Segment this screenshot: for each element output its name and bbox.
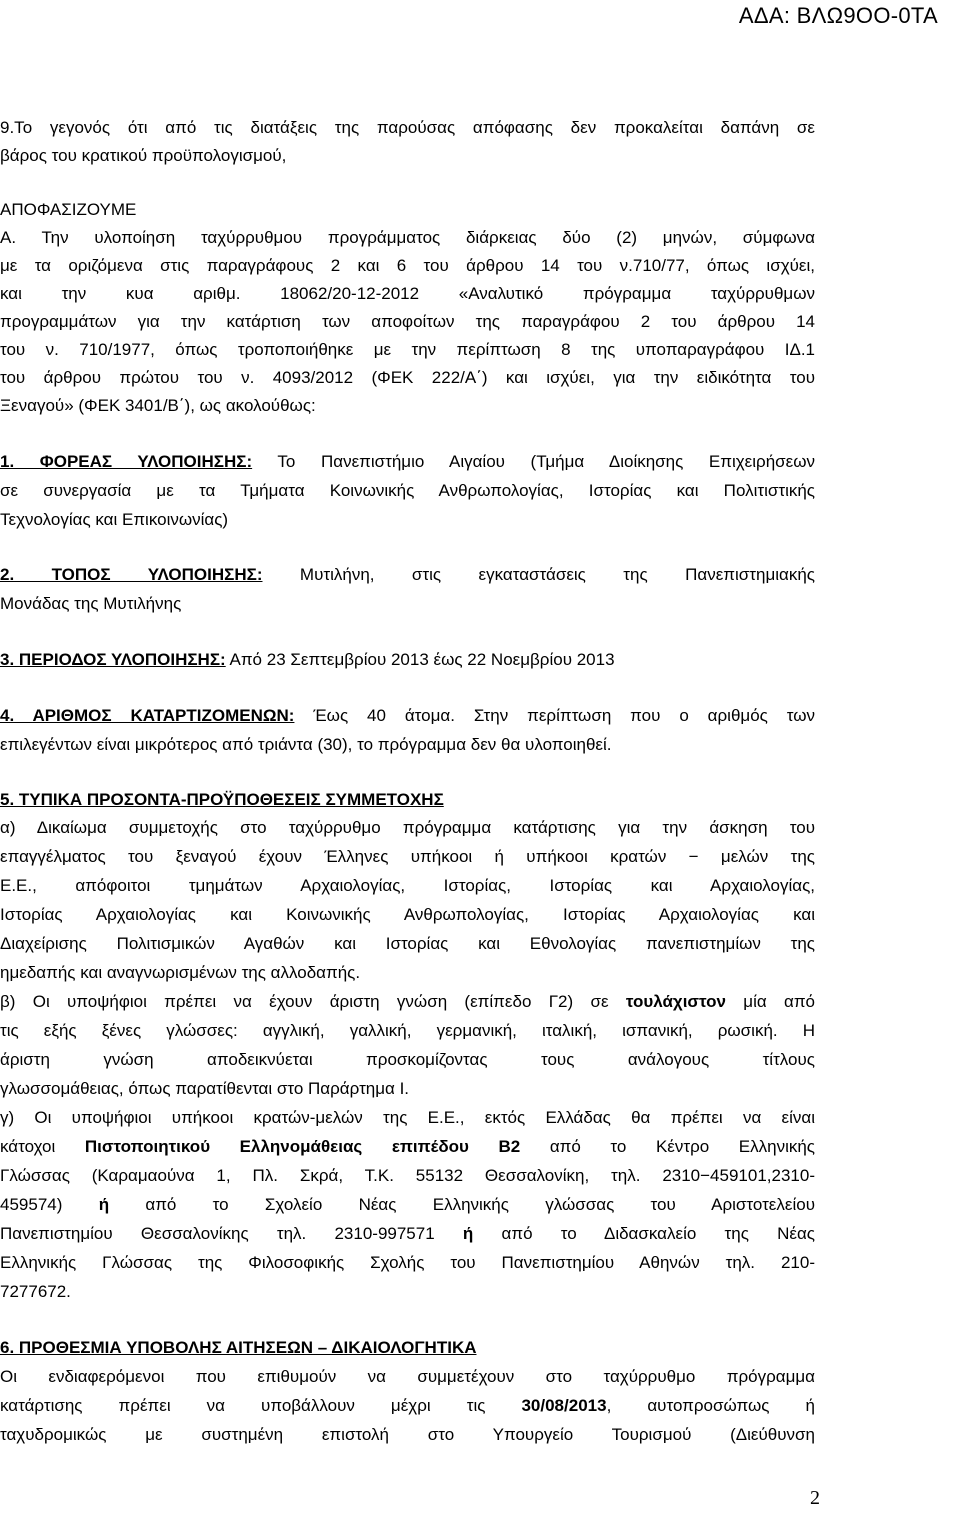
section-5-c-line-4 xyxy=(0,1195,815,1215)
section-4-text: Έως 40 άτομα. Στην περίπτωση που ο αριθμός των xyxy=(294,706,815,725)
section-5-a-line-4: Ιστορίας Αρχαιολογίας και Κοινωνικής Ανθρωπολογίας, Ιστορίας Αρχαιολογίας και xyxy=(0,905,815,924)
section-1-text: Το Πανεπιστήμιο Αιγαίου (Τμήμα Διοίκησης Επιχειρήσεων xyxy=(252,452,815,471)
section-5-b-line-1 xyxy=(0,992,815,1012)
ada-code: ΑΔΑ: ΒΛΩ9ΟΟ-0ΤΑ xyxy=(738,3,938,28)
paragraph-a-line-5: του ν. 710/1977, όπως τροποποιήθηκε με την περίπτωση 8 της υποπαραγράφου ΙΔ.1 xyxy=(0,340,815,359)
section-5-c-text-end: από το Κέντρο Ελληνικής xyxy=(520,1137,816,1156)
section-5-c-line-5 xyxy=(0,1224,815,1244)
section-5-c4-text: 459574) xyxy=(0,1195,99,1214)
section-6-heading-text: 6. ΠΡΟΘΕΣΜΙΑ ΥΠΟΒΟΛΗΣ ΑΙΤΗΣΕΩΝ – ΔΙΚΑΙΟΛΟΓΗΤΙΚΑ xyxy=(0,1338,477,1357)
section-5-b-line-4: γλωσσομάθειας, όπως παρατίθενται στο Παράρτημα Ι. xyxy=(0,1079,410,1098)
section-1-heading: 1. ΦΟΡΕΑΣ ΥΛΟΠΟΙΗΣΗΣ: xyxy=(0,452,253,471)
section-3-text: Από 23 Σεπτεμβρίου 2013 έως 22 Νοεμβρίου 2013 xyxy=(225,650,615,669)
section-5-c4-emphasis: ή xyxy=(98,1195,110,1214)
section-6-line-3: ταχυδρομικώς με συστημένη επιστολή στο Υπουργείο Τουρισμού (Διεύθυνση xyxy=(0,1425,815,1444)
section-5-c5-text: Πανεπιστημίου Θεσσαλονίκης τηλ. 2310-997571 xyxy=(0,1224,463,1243)
section-4-line-1 xyxy=(0,706,815,726)
section-5-b-line-2: τις εξής ξένες γλώσσες: αγγλική, γαλλική, γερμανική, ιταλική, ισπανική, ρωσική. Η xyxy=(0,1021,815,1040)
paragraph-a-line-3: και την κυα αριθμ. 18062/20-12-2012 «Αναλυτικό πρόγραμμα ταχύρρυθμων xyxy=(0,284,815,303)
section-5-c-line-2 xyxy=(0,1137,815,1157)
section-2-text: Μυτιλήνη, στις εγκαταστάσεις της Πανεπιστημιακής xyxy=(262,565,815,584)
section-5-heading-text: 5. ΤΥΠΙΚΑ ΠΡΟΣΟΝΤΑ-ΠΡΟΫΠΟΘΕΣΕΙΣ ΣΥΜΜΕΤΟΧΗΣ xyxy=(0,790,444,809)
section-6-heading xyxy=(0,1338,815,1358)
section-6-text: κατάρτισης πρέπει να υποβάλλουν μέχρι τις xyxy=(0,1396,522,1415)
section-2-line-1 xyxy=(0,565,815,585)
section-5-c5-emphasis: ή xyxy=(462,1224,474,1243)
section-5-b-emphasis: τουλάχιστον xyxy=(625,992,727,1011)
section-6-deadline: 30/08/2013 xyxy=(521,1396,607,1415)
section-5-a-line-2: επαγγέλματος του ξεναγού έχουν Έλληνες υπήκοοι ή υπήκοοι κρατών − μελών της xyxy=(0,847,815,866)
section-4-heading: 4. ΑΡΙΘΜΟΣ ΚΑΤΑΡΤΙΖΟΜΕΝΩΝ: xyxy=(0,706,295,725)
paragraph-9-line-2: βάρος του κρατικού προϋπολογισμού, xyxy=(0,146,287,165)
decision-heading: ΑΠΟΦΑΣΙΖΟΥΜΕ xyxy=(0,200,137,219)
section-5-c-emphasis: Πιστοποιητικού Ελληνομάθειας επιπέδου Β2 xyxy=(84,1137,521,1156)
section-4-line-2: επιλεγέντων είναι μικρότερος από τριάντα (30), το πρόγραμμα δεν θα υλοποιηθεί. xyxy=(0,735,612,754)
section-5-b-text: β) Οι υποψήφιοι πρέπει να έχουν άριστη γνώση (επίπεδο Γ2) σε xyxy=(0,992,626,1011)
paragraph-a-line-1: Α. Την υλοποίηση ταχύρρυθμου προγράμματος διάρκειας δύο (2) μηνών, σύμφωνα xyxy=(0,228,815,247)
section-3-line-1 xyxy=(0,650,815,670)
section-6-line-1: Οι ενδιαφερόμενοι που επιθυμούν να συμμετέχουν στο ταχύρρυθμο πρόγραμμα xyxy=(0,1367,815,1386)
section-5-b-line-3: άριστη γνώση αποδεικνύεται προσκομίζοντας τους ανάλογους τίτλους xyxy=(0,1050,815,1069)
section-5-heading xyxy=(0,790,815,810)
section-5-a-line-6: ημεδαπής και αναγνωρισμένων της αλλοδαπής. xyxy=(0,963,361,982)
section-5-b-text-end: μία από xyxy=(726,992,816,1011)
section-5-c-line-3: Γλώσσας (Καραμαούνα 1, Πλ. Σκρά, Τ.Κ. 55132 Θεσσαλονίκη, τηλ. 2310−459101,2310- xyxy=(0,1166,815,1185)
paragraph-a-line-6: του άρθρου πρώτου του ν. 4093/2012 (ΦΕΚ 222/Α΄) και ισχύει, για την ειδικότητα του xyxy=(0,368,815,387)
paragraph-a-line-4: προγραμμάτων για την κατάρτιση των αποφοίτων της παραγράφου 2 του άρθρου 14 xyxy=(0,312,815,331)
section-5-c-line-1: γ) Οι υποψήφιοι υπήκοοι κρατών-μελών της Ε.Ε., εκτός Ελλάδας θα πρέπει να είναι xyxy=(0,1108,815,1127)
section-5-c-line-6: Ελληνικής Γλώσσας της Φιλοσοφικής Σχολής του Πανεπιστημίου Αθηνών τηλ. 210- xyxy=(0,1253,815,1272)
section-6-text-end: , αυτοπροσώπως ή xyxy=(606,1396,815,1415)
section-5-c-text: κάτοχοι xyxy=(0,1137,85,1156)
paragraph-a-line-2: με τα οριζόμενα στις παραγράφους 2 και 6 του άρθρου 14 του ν.710/77, όπως ισχύει, xyxy=(0,256,815,275)
section-1-line-3: Τεχνολογίας και Επικοινωνίας) xyxy=(0,510,229,529)
section-6-line-2 xyxy=(0,1396,815,1416)
section-1-line-1 xyxy=(0,452,815,472)
paragraph-a-line-7: Ξεναγού» (ΦΕΚ 3401/Β΄), ως ακολούθως: xyxy=(0,396,316,415)
section-5-a-line-1: α) Δικαίωμα συμμετοχής στο ταχύρρυθμο πρόγραμμα κατάρτισης για την άσκηση του xyxy=(0,818,815,837)
section-2-line-2: Μονάδας της Μυτιλήνης xyxy=(0,594,182,613)
section-5-c5-text-end: από το Διδασκαλείο της Νέας xyxy=(473,1224,815,1243)
section-5-a-line-3: Ε.Ε., απόφοιτοι τμημάτων Αρχαιολογίας, Ιστορίας, Ιστορίας και Αρχαιολογίας, xyxy=(0,876,815,895)
section-3-heading: 3. ΠΕΡΙΟΔΟΣ ΥΛΟΠΟΙΗΣΗΣ: xyxy=(0,650,226,669)
section-5-c4-text-end: από το Σχολείο Νέας Ελληνικής γλώσσας του Αριστοτελείου xyxy=(109,1195,815,1214)
section-5-a-line-5: Διαχείρισης Πολιτισμικών Αγαθών και Ιστορίας και Εθνολογίας πανεπιστημίων της xyxy=(0,934,815,953)
section-2-heading: 2. ΤΟΠΟΣ ΥΛΟΠΟΙΗΣΗΣ: xyxy=(0,565,263,584)
page-number: 2 xyxy=(810,1487,820,1509)
section-5-c-line-7: 7277672. xyxy=(0,1282,71,1301)
section-1-line-2: σε συνεργασία με τα Τμήματα Κοινωνικής Ανθρωπολογίας, Ιστορίας και Πολιτιστικής xyxy=(0,481,815,500)
paragraph-9-line-1: 9.Το γεγονός ότι από τις διατάξεις της παρούσας απόφασης δεν προκαλείται δαπάνη σε xyxy=(0,118,815,137)
